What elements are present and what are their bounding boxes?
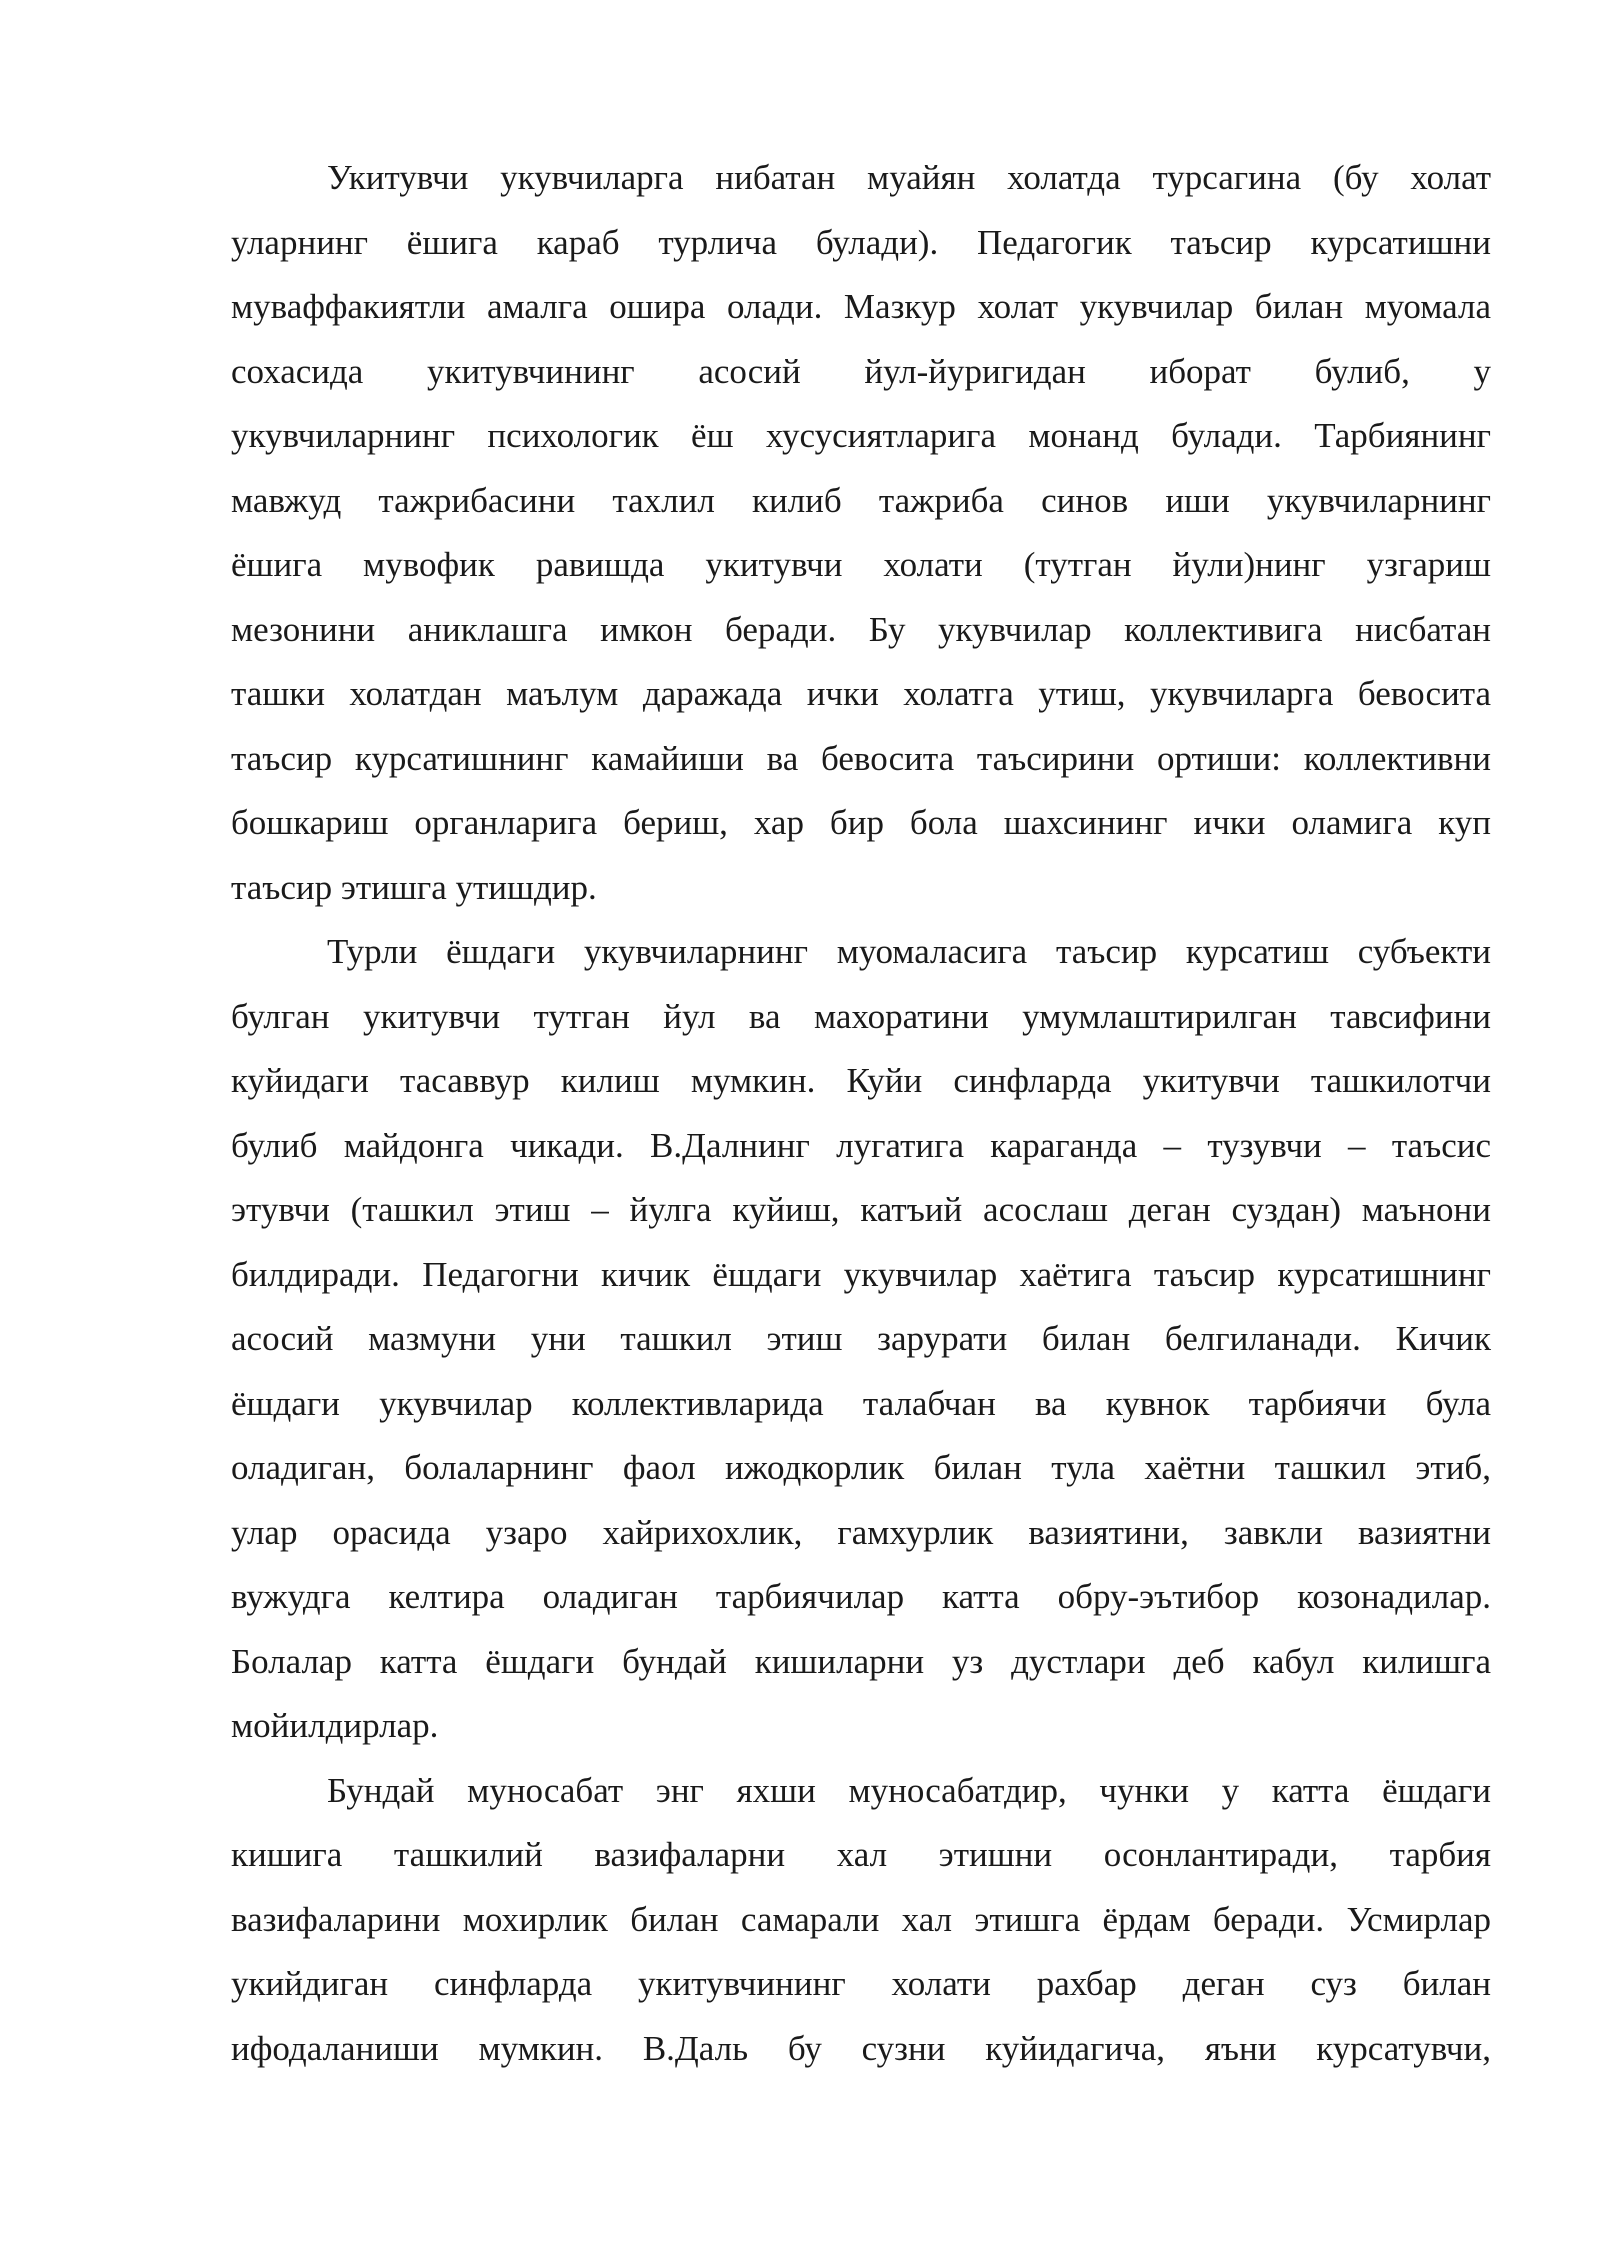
text-line: Болалар катта ёшдаги бундай кишиларни уз дустлари деб кабул килишга <box>231 1641 1491 1681</box>
text-line: вужудга келтира оладиган тарбиячилар катта обру-эътибор козонадилар. <box>231 1577 1491 1616</box>
text-line: вазифаларини мохирлик билан самарали хал этишга ёрдам беради. Усмирлар <box>231 1899 1491 1939</box>
text-line: бошкариш органларига бериш, хар бир бола шахсининг ички оламига куп <box>231 803 1491 842</box>
text-line: мавжуд тажрибасини тахлил килиб тажриба синов иши укувчиларнинг <box>231 480 1491 520</box>
text-line: укийдиган синфларда укитувчининг холати рахбар деган суз билан <box>231 1964 1491 2003</box>
text-line: ифодаланиши мумкин. В.Даль бу сузни куйидагича, яъни курсатувчи, <box>231 2028 1491 2068</box>
text-line: билдиради. Педагогни кичик ёшдаги укувчилар хаётига таъсир курсатишнинг <box>231 1254 1491 1294</box>
text-line: мойилдирлар. <box>231 1706 439 1745</box>
text-line: Укитувчи укувчиларга нибатан муайян холатда турсагина (бу холат <box>327 158 1491 197</box>
text-line: ёшига мувофик равишда укитувчи холати (тутган йули)нинг узгариш <box>231 545 1491 584</box>
text-line: Турли ёшдаги укувчиларнинг муомаласига таъсир курсатиш субъекти <box>327 932 1491 971</box>
text-line: укувчиларнинг психологик ёш хусусиятларига монанд булади. Тарбиянинг <box>231 416 1491 455</box>
text-line: уларнинг ёшига караб турлича булади). Педагогик таъсир курсатишни <box>231 222 1491 262</box>
text-line: булиб майдонга чикади. В.Далнинг лугатига караганда – тузувчи – таъсис <box>231 1125 1491 1165</box>
text-line: таъсир курсатишнинг камайиши ва бевосита таъсирини ортиши: коллективни <box>231 738 1491 778</box>
text-line: мезонини аниклашга имкон беради. Бу укувчилар коллективига нисбатан <box>231 609 1491 649</box>
body-text <box>231 146 1491 2081</box>
text-line: сохасида укитувчининг асосий йул-йуригидан иборат булиб, у <box>231 351 1491 391</box>
paragraph-3 <box>231 1759 1491 2082</box>
text-line: Бундай муносабат энг яхши муносабатдир, чунки у катта ёшдаги <box>327 1770 1491 1810</box>
text-line: таъсир этишга утишдир. <box>231 867 597 907</box>
text-line: улар орасида узаро хайрихохлик, гамхурлик вазиятини, завкли вазиятни <box>231 1512 1491 1552</box>
text-line: куйидаги тасаввур килиш мумкин. Куйи синфларда укитувчи ташкилотчи <box>231 1061 1491 1100</box>
text-line: асосий мазмуни уни ташкил этиш зарурати билан белгиланади. Кичик <box>231 1319 1491 1358</box>
text-line: оладиган, болаларнинг фаол ижодкорлик билан тула хаётни ташкил этиб, <box>231 1448 1491 1487</box>
text-line: ёшдаги укувчилар коллективларида талабчан ва кувнок тарбиячи була <box>231 1383 1491 1423</box>
text-line: кишига ташкилий вазифаларни хал этишни осонлантиради, тарбия <box>231 1835 1491 1874</box>
text-line: муваффакиятли амалга ошира олади. Мазкур холат укувчилар билан муомала <box>231 287 1491 326</box>
text-line: булган укитувчи тутган йул ва махоратини умумлаштирилган тавсифини <box>231 996 1491 1036</box>
paragraph-1 <box>231 146 1491 920</box>
text-line: ташки холатдан маълум даражада ички холатга утиш, укувчиларга бевосита <box>231 674 1491 713</box>
paragraph-2 <box>231 920 1491 1759</box>
text-line: этувчи (ташкил этиш – йулга куйиш, катъий асослаш деган суздан) маънони <box>231 1190 1491 1229</box>
